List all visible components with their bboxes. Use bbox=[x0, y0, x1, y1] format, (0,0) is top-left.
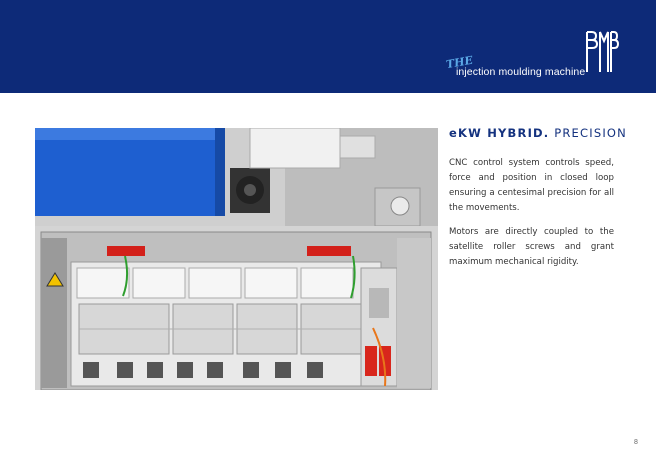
bmb-logo bbox=[585, 30, 619, 74]
header-banner bbox=[0, 0, 656, 93]
page-number: 8 bbox=[634, 439, 638, 446]
section-heading bbox=[449, 126, 649, 140]
paragraph-motors: Motors are directly coupled to the satellite roller screws and grant maximum mechanical rigidity. bbox=[449, 227, 614, 267]
tagline-text: injection moulding machine bbox=[456, 66, 586, 78]
heading-bold: eKW HYBRID. bbox=[449, 126, 550, 140]
tagline bbox=[445, 53, 586, 80]
tagline-the: THE bbox=[445, 53, 474, 72]
paragraph-control-system: CNC control system controls speed, force and position in closed loop ensuring a centesimal precision for all the movements. bbox=[449, 158, 614, 213]
control-cabinet-photo bbox=[35, 128, 438, 390]
heading-regular: PRECISION bbox=[549, 126, 627, 140]
